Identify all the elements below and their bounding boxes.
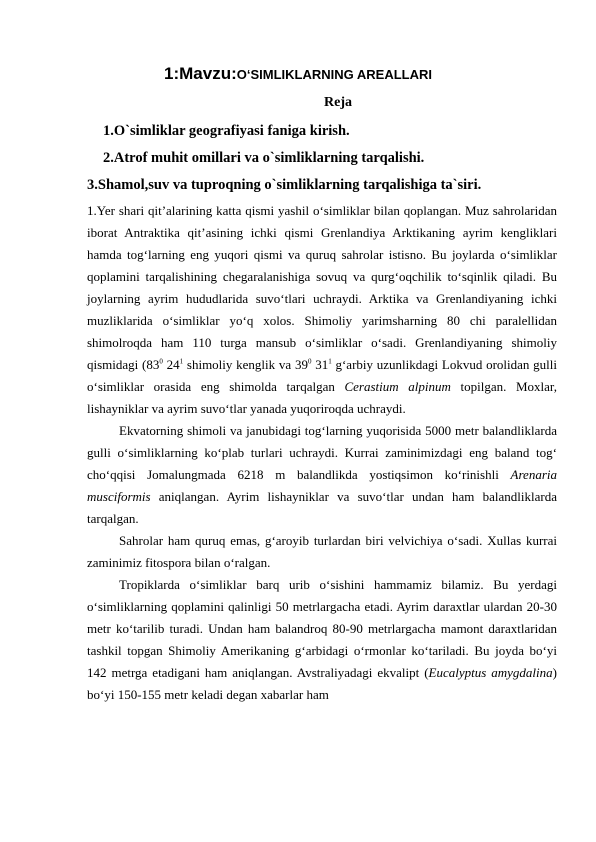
paragraph-1-text-d: 31 (311, 357, 329, 372)
paragraph-2-text-b: aniqlangan. Ayrim lishayniklar va suvo‘tlar undan ham balandliklarda tarqalgan. (87, 489, 557, 526)
minute-superscript: 1 (179, 357, 184, 366)
plan-item-3: 3.Shamol,suv va tuproqning o`simliklarning tarqalishiga ta`siri. (87, 177, 482, 193)
paragraph-1-text-e: g‘arbiy uzunlikdagi Lokvud orolidan gulli o‘simliklar orasida eng shimolda tarqalgan (87, 357, 558, 394)
species-name: Arenaria musciformis (87, 467, 557, 504)
title-prefix: 1:Mavzu: (164, 64, 237, 83)
degree-superscript: 0 (159, 357, 163, 366)
paragraph-4-text-b: ) bo‘yi 150-155 metr keladi degan xabarlar ham (87, 665, 557, 702)
paragraph-3 (87, 530, 557, 574)
paragraph-1-text-c: shimoliy kenglik va 39 (183, 357, 308, 372)
paragraph-2 (87, 420, 557, 530)
species-name: Eucalyptus amygdalina (428, 665, 553, 680)
degree-superscript: 0 (307, 357, 312, 366)
minute-superscript: 1 (328, 357, 332, 366)
paragraph-1-text-a: 1.Yer shari qit’alarining katta qismi yashil o‘simliklar bilan qoplangan. Muz sahrolaridan iborat Antraktika qit’asining ichki qismi Grenlandiya Arktikaning ayrim kengliklari hamda tog‘larning eng yuqori qismi va quruq sahrolar istisno. Bu joylarda o‘simliklar qoplamini tarqalishining chegaralanishiga sovuq va qurg‘oqchilik to‘sqinlik qiladi. Bu joylarning ayrim hududlarida suvo‘tlari uchraydi. Arktika va Grenlandiyaning ichki muzliklarida o‘simliklar yo‘q xolos. Shimoliy yarimsharning 80 chi paralellidan shimolroqda ham 110 turga mansub o‘simliklar o‘sadi. Grenlandiyaning shimoliy qismidagi (83 (87, 203, 557, 372)
page-title (0, 64, 596, 85)
body-text (87, 200, 557, 706)
plan-item-1: 1.O`simliklar geografiyasi faniga kirish. (103, 123, 350, 139)
paragraph-4 (87, 574, 557, 706)
paragraph-3-text-a: Sahrolar ham quruq emas, g‘aroyib turlardan biri velvichiya o‘sadi. Xullas kurrai zaminimiz fitospora bilan o‘ralgan. (87, 533, 557, 570)
paragraph-4-text-a: Tropiklarda o‘simliklar barq urib o‘sishini hammamiz bilamiz. Bu yerdagi o‘simliklarning qoplamini qalinligi 50 metrlargacha etadi. Ayrim daraxtlar ulardan 20-30 metr ko‘tarilib turadi. Undan ham balandroq 80-90 metrlargacha mamont daraxtlaridan tashkil topgan Shimoliy Amerikaning g‘arbidagi o‘rmonlar ko‘tariladi. Bu joyda bo‘yi 142 metrga etadigani ham aniqlangan. Avstraliyadagi ekvalipt ( (87, 577, 557, 680)
title-main: O‘SIMLIKLARNING AREALLARI (236, 67, 432, 82)
plan-heading: Reja (324, 95, 352, 110)
species-name: Cerastium alpinum (344, 379, 451, 394)
paragraph-1-text-b: 24 (162, 357, 180, 372)
paragraph-1 (87, 200, 557, 420)
paragraph-1-text-f: topilgan. Moxlar, lishayniklar va ayrim suvo‘tlar yanada yuqoriroqda uchraydi. (87, 379, 557, 416)
plan-item-2: 2.Atrof muhit omillari va o`simliklarning tarqalishi. (103, 150, 425, 166)
paragraph-2-text-a: Ekvatorning shimoli va janubidagi tog‘larning yuqorisida 5000 metr balandliklarda gulli o‘simliklarning ko‘plab turlari uchraydi. Kurrai zaminimizdagi eng baland tog‘ cho‘qqisi Jomalungmada 6218 m balandlikda yostiqsimon ko‘rinishli (87, 423, 557, 482)
